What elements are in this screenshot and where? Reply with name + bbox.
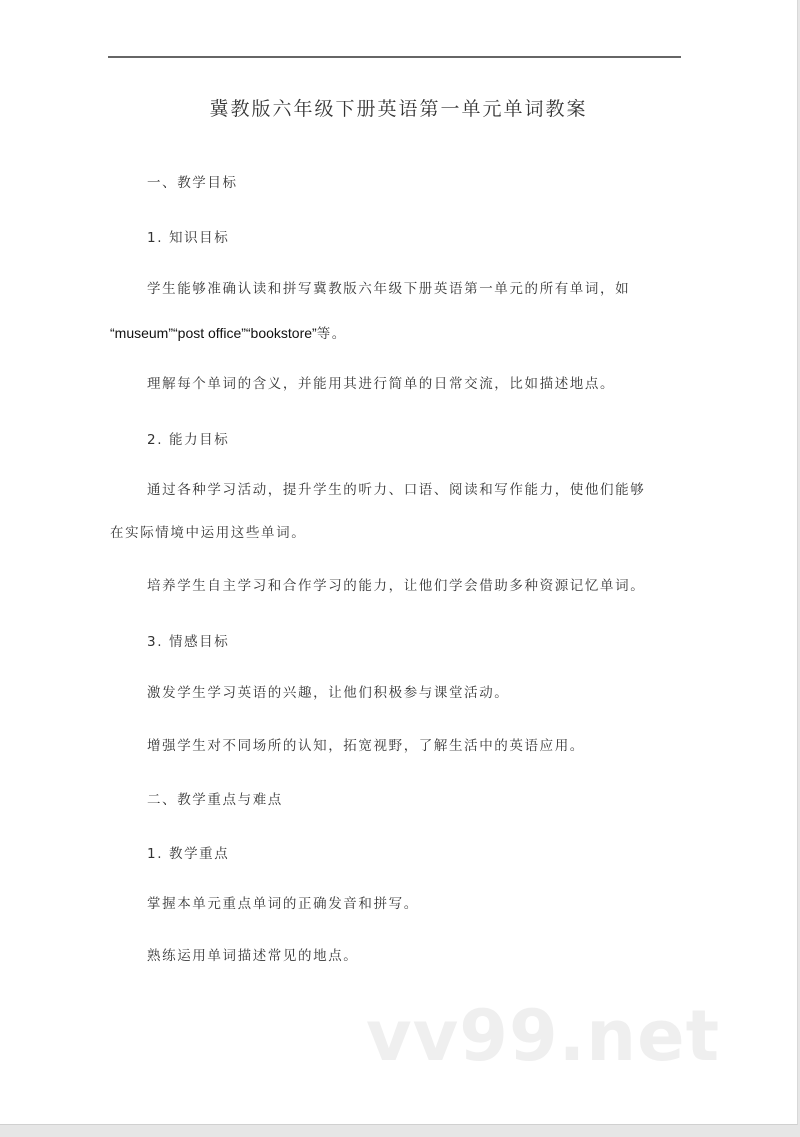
paragraph-continuation: 在实际情境中运用这些单词。	[110, 525, 307, 541]
subsection-heading: 1. 教学重点	[147, 846, 230, 862]
paragraph-tail: 等。	[316, 326, 347, 342]
paragraph: 激发学生学习英语的兴趣，让他们积极参与课堂活动。	[147, 685, 510, 701]
subsection-heading: 2. 能力目标	[147, 432, 230, 448]
paragraph: 增强学生对不同场所的认知，拓宽视野，了解生活中的英语应用。	[147, 738, 585, 754]
document-title: 冀教版六年级下册英语第一单元单词教案	[209, 98, 588, 120]
paragraph: 通过各种学习活动，提升学生的听力、口语、阅读和写作能力，使他们能够	[147, 482, 646, 498]
paragraph: 学生能够准确认读和拼写冀教版六年级下册英语第一单元的所有单词，如	[147, 281, 631, 297]
paragraph: 掌握本单元重点单词的正确发音和拼写。	[147, 896, 419, 912]
section-heading: 二、教学重点与难点	[147, 792, 283, 808]
header-rule	[108, 56, 681, 58]
paragraph: 理解每个单词的含义，并能用其进行简单的日常交流，比如描述地点。	[147, 376, 616, 392]
paragraph: 培养学生自主学习和合作学习的能力，让他们学会借助多种资源记忆单词。	[147, 578, 646, 594]
paragraph-continuation	[110, 322, 347, 342]
watermark: vv99.net	[366, 995, 721, 1077]
subsection-heading: 1. 知识目标	[147, 230, 230, 246]
subsection-heading: 3. 情感目标	[147, 634, 230, 650]
paragraph: 熟练运用单词描述常见的地点。	[147, 948, 359, 964]
english-words: “museum”“post office”“bookstore”	[110, 325, 317, 341]
section-heading: 一、教学目标	[147, 175, 238, 191]
